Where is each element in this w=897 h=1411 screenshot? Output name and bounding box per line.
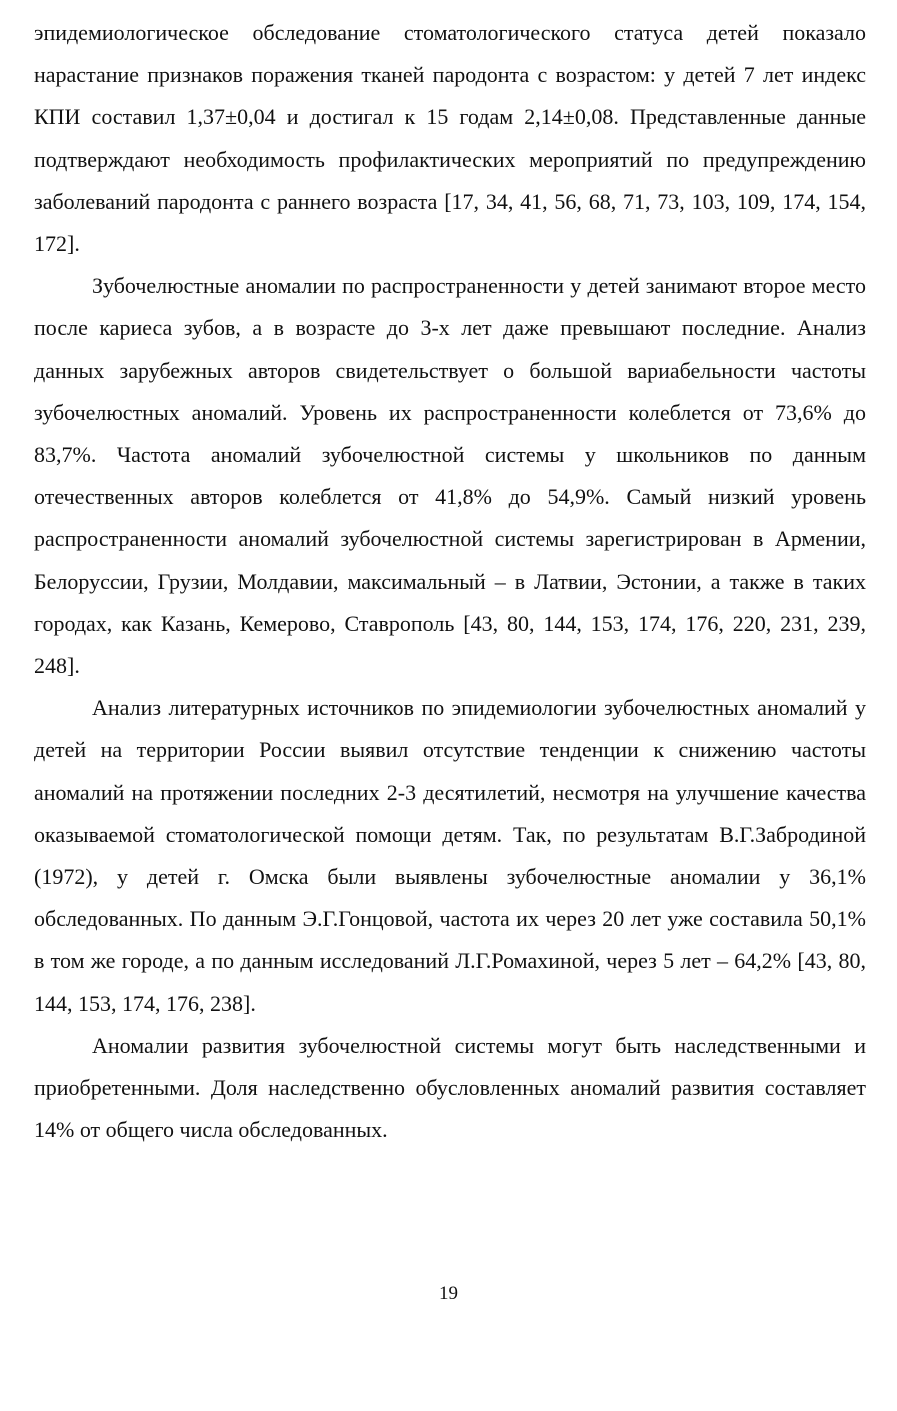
paragraph-russia-epidemiology: Анализ литературных источников по эпидемиологии зубочелюстных аномалий у детей на территории России выявил отсутствие тенденции к снижению частоты аномалий на протяжении последних 2-3 десятилетий, несмотря на улучшение качества оказываемой стоматологической помощи детям. Так, по результатам В.Г.Забродиной (1972), у детей г. Омска были выявлены зубочелюстные аномалии у 36,1% обследованных. По данным Э.Г.Гонцовой, частота их через 20 лет уже составила 50,1% в том же городе, а по данным исследований Л.Г.Ромахиной, через 5 лет – 64,2% [43, 80, 144, 153, 174, 176, 238]. (34, 695, 866, 1016)
body-text (34, 12, 866, 1151)
paragraph-continuation: эпидемиологическое обследование стоматологического статуса детей показало нарастание признаков поражения тканей пародонта с возрастом: у детей 7 лет индекс КПИ составил 1,37±0,04 и достигал к 15 годам 2,14±0,08. Представленные данные подтверждают необходимость профилактических мероприятий по предупреждению заболеваний пародонта с раннего возраста [17, 34, 41, 56, 68, 71, 73, 103, 109, 174, 154, 172]. (34, 20, 866, 257)
page-number: 19 (439, 1283, 458, 1304)
paragraph-dentofacial-anomalies-prevalence: Зубочелюстные аномалии по распространенности у детей занимают второе место после кариеса зубов, а в возрасте до 3-х лет даже превышают последние. Анализ данных зарубежных авторов свидетельствует о большой вариабельности частоты зубочелюстных аномалий. Уровень их распространенности колеблется от 73,6% до 83,7%. Частота аномалий зубочелюстной системы у школьников по данным отечественных авторов колеблется от 41,8% до 54,9%. Самый низкий уровень распространенности аномалий зубочелюстной системы зарегистрирован в Армении, Белоруссии, Грузии, Молдавии, максимальный – в Латвии, Эстонии, а также в таких городах, как Казань, Кемерово, Ставрополь [43, 80, 144, 153, 174, 176, 220, 231, 239, 248]. (34, 273, 866, 679)
paragraph-hereditary-anomalies: Аномалии развития зубочелюстной системы могут быть наследственными и приобретенными. Доля наследственно обусловленных аномалий развития составляет 14% от общего числа обследованных. (34, 1032, 866, 1143)
